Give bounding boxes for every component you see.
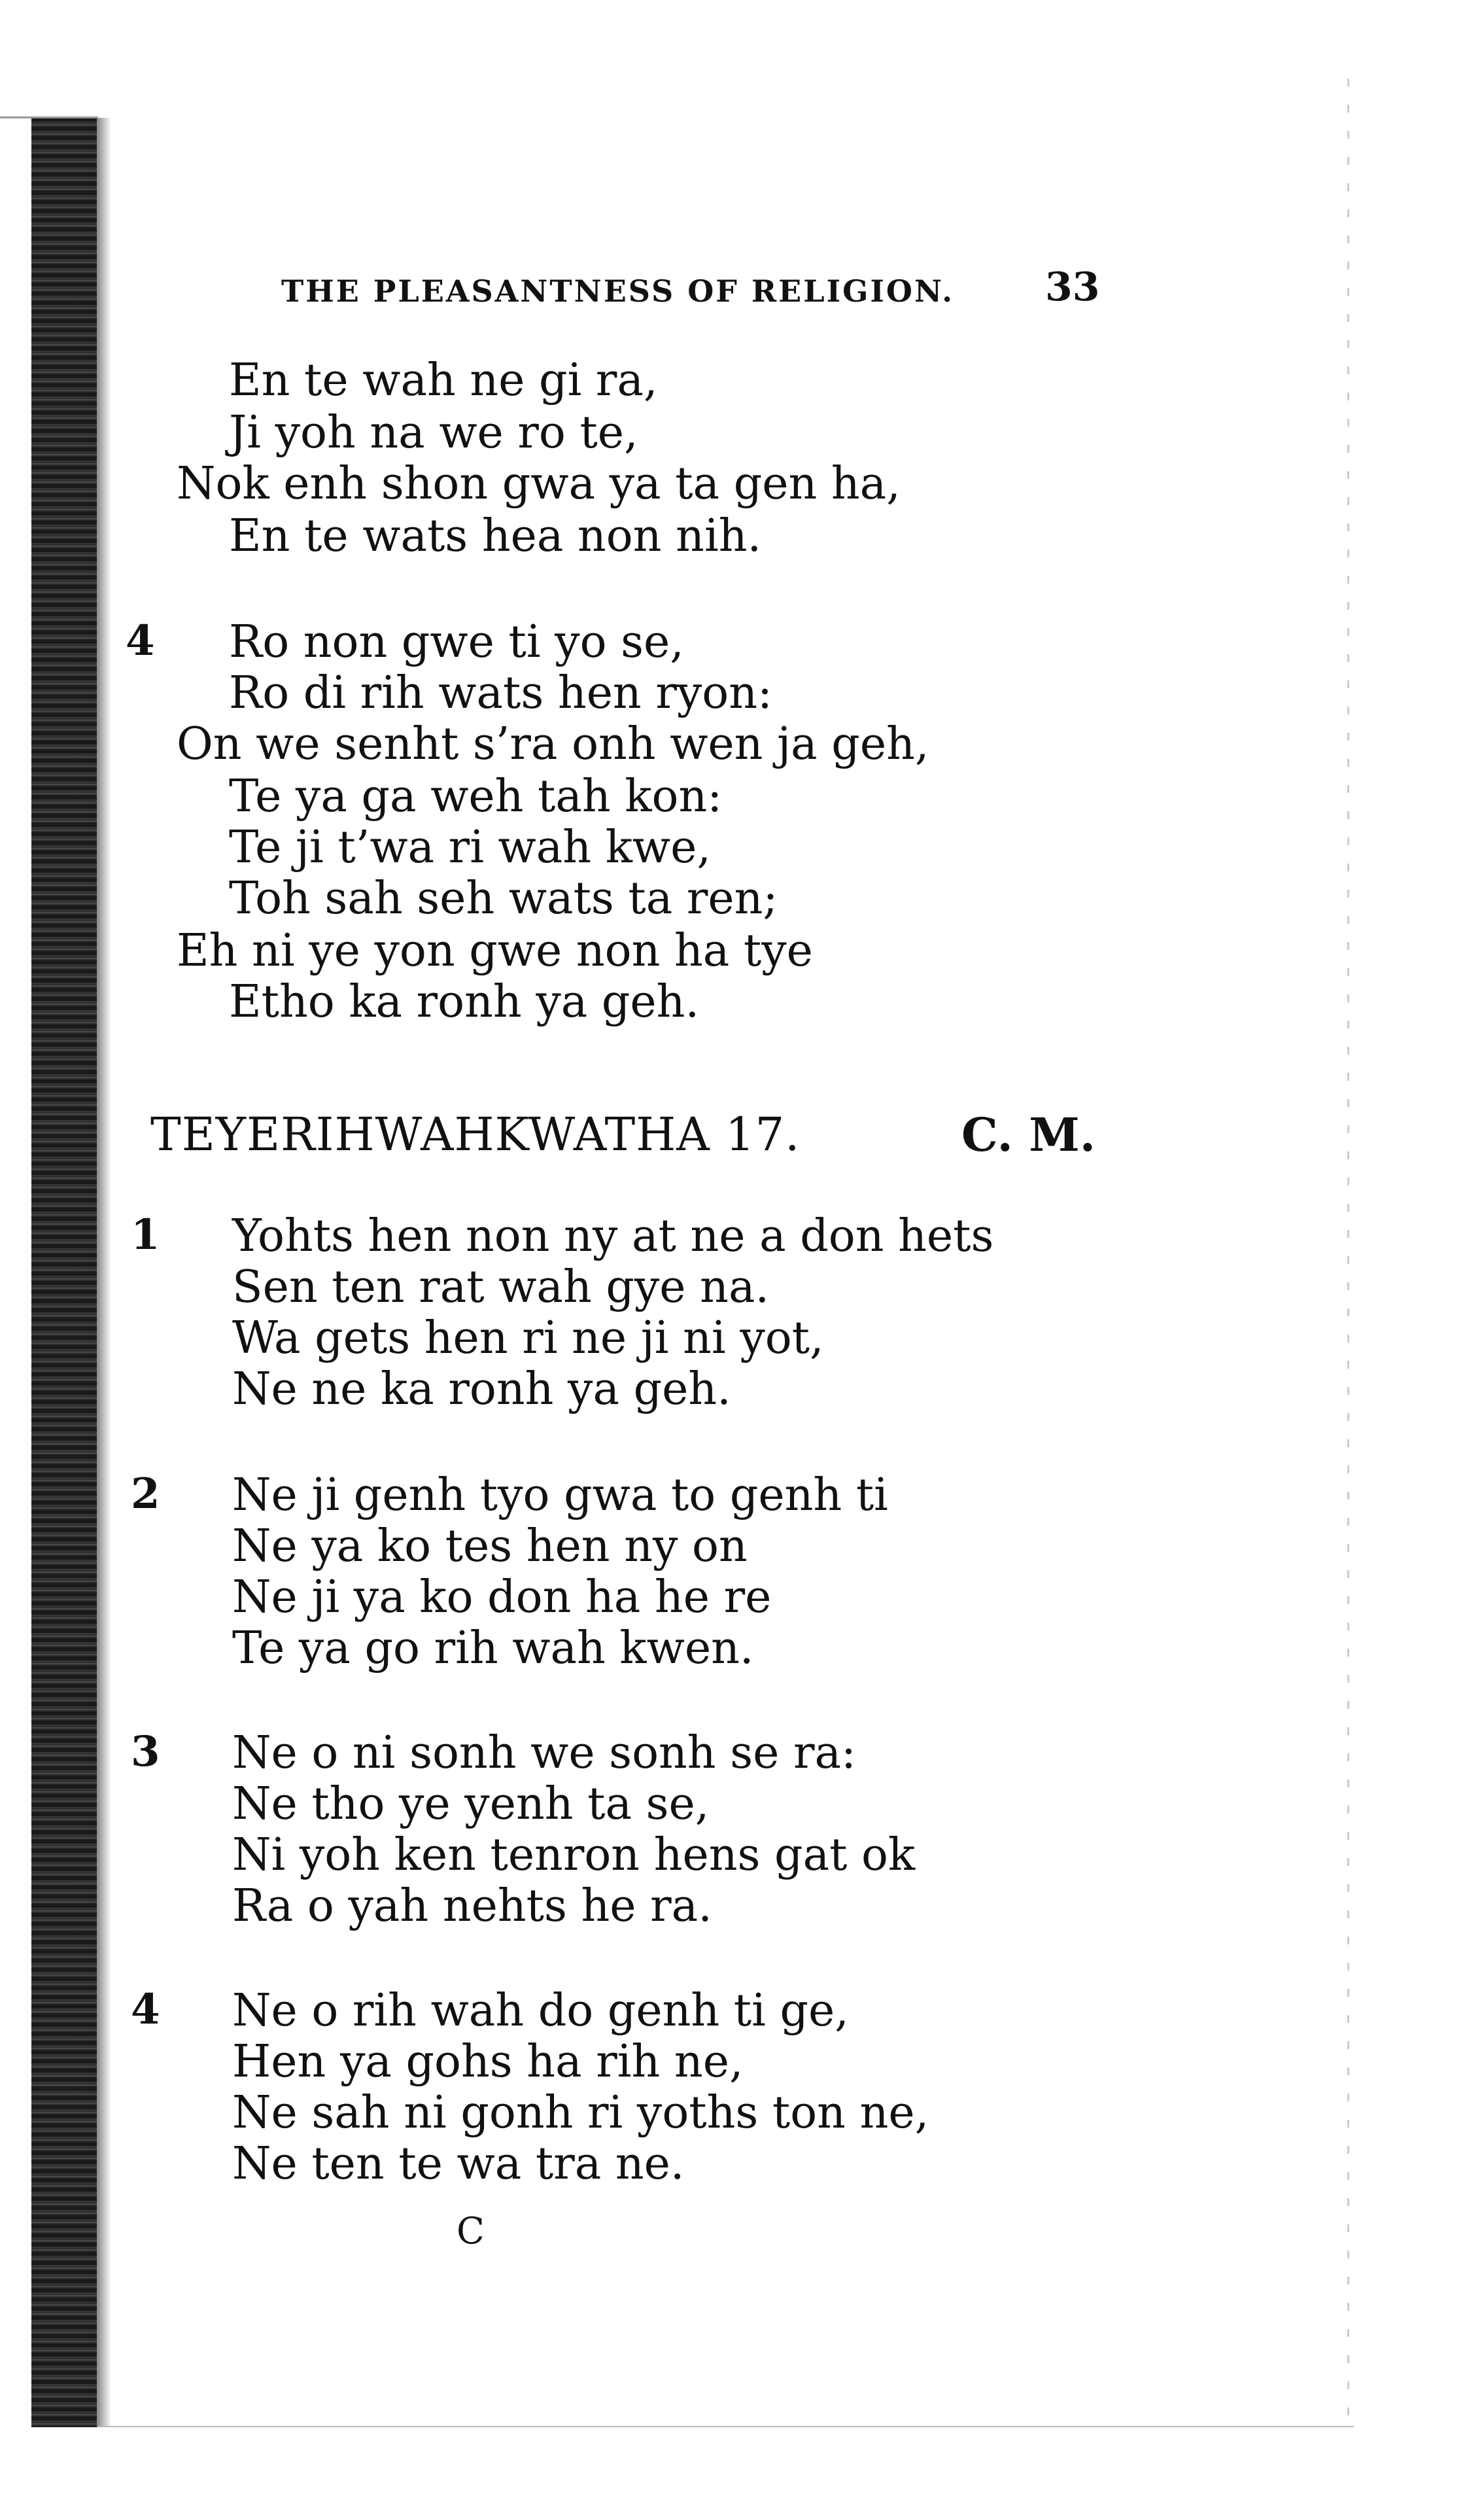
verse-line: Eh ni ye yon gwe non ha tye [177, 925, 813, 977]
verse-line: Sen ten rat wah gye na. [232, 1261, 770, 1313]
verse-line: En te wah ne gi ra, [229, 355, 658, 406]
verse-line: Te ji t’wa ri wah kwe, [229, 822, 711, 873]
page-number: 33 [1045, 264, 1100, 310]
verse-line: Ne ya ko tes hen ny on [232, 1520, 748, 1572]
verse-line: Ra o yah nehts he ra. [232, 1880, 712, 1932]
verse-line: Hen ya gohs ha rih ne, [232, 2036, 744, 2088]
verse-line: Ne ji ya ko don ha he re [232, 1571, 772, 1623]
verse-line: Ro di rih wats hen ryon: [229, 667, 772, 719]
stanza-number: 4 [126, 616, 155, 665]
page-right-edge [1347, 79, 1349, 2421]
verse-line: Nok enh shon gwa ya ta gen ha, [177, 458, 901, 510]
signature-mark: C [457, 2210, 485, 2253]
verse-line: Ne o rih wah do genh ti ge, [232, 1985, 849, 2037]
verse-line: En te wats hea non nih. [229, 510, 762, 562]
page-bottom-edge [98, 2426, 1354, 2427]
verse-line: Ji yoh na we ro te, [229, 407, 638, 459]
verse-line: Toh sah seh wats ta ren; [229, 873, 778, 924]
hymn-title: TEYERIHWAHKWATHA 17. [150, 1108, 801, 1161]
hymn-meter: C. M. [961, 1108, 1096, 1162]
verse-line: Te ya ga weh tah kon: [229, 771, 723, 822]
verse-line: Te ya go rih wah kwen. [232, 1623, 754, 1674]
verse-line: Yohts hen non ny at ne a don hets [232, 1210, 994, 1262]
book-binding-edge [31, 118, 97, 2427]
page-top-edge [0, 116, 98, 118]
stanza-number: 1 [131, 1210, 160, 1259]
verse-line: Ne sah ni gonh ri yoths ton ne, [232, 2087, 929, 2139]
stanza-number: 4 [131, 1985, 160, 2034]
verse-line: Etho ka ronh ya geh. [229, 976, 700, 1028]
verse-line: Ne ji genh tyo gwa to genh ti [232, 1469, 888, 1521]
verse-line: Ne tho ye yenh ta se, [232, 1778, 710, 1830]
verse-line: Ro non gwe ti yo se, [229, 616, 684, 668]
stanza-number: 2 [131, 1469, 160, 1518]
verse-line: Ni yoh ken tenron hens gat ok [232, 1829, 916, 1881]
verse-line: Ne o ni sonh we sonh se ra: [232, 1727, 856, 1779]
verse-line: Ne ten te wa tra ne. [232, 2138, 685, 2190]
verse-line: Wa gets hen ri ne ji ni yot, [232, 1312, 824, 1364]
verse-line: On we senht s’ra onh wen ja geh, [177, 718, 929, 770]
stanza-number: 3 [131, 1727, 160, 1776]
running-head: THE PLEASANTNESS OF RELIGION. [281, 273, 955, 309]
verse-line: Ne ne ka ronh ya geh. [232, 1363, 731, 1415]
